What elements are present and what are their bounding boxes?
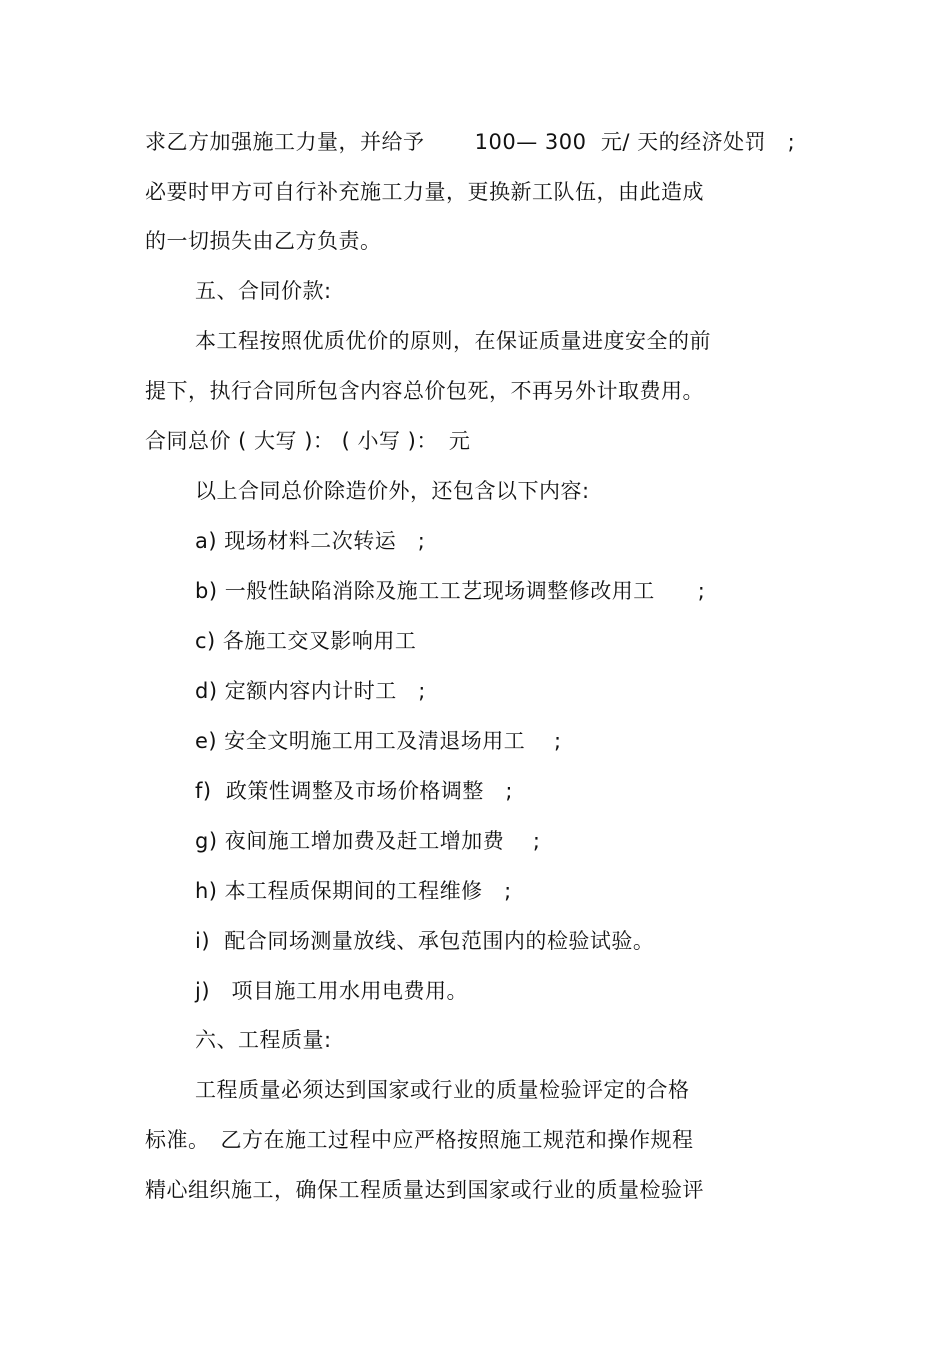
list-item: e) 安全文明施工用工及清退场用工 ; <box>195 729 562 753</box>
list-item: d) 定额内容内计时工 ; <box>195 679 426 703</box>
text-line: 求乙方加强施工力量，并给予 100— 300 元/ 天的经济处罚 ; <box>145 130 796 154</box>
text-line: 必要时甲方可自行补充施工力量，更换新工队伍，由此造成 <box>145 180 704 204</box>
list-item: a) 现场材料二次转运 ; <box>195 529 426 553</box>
section-heading: 六、工程质量: <box>195 1028 332 1052</box>
text-line: 本工程按照优质优价的原则，在保证质量进度安全的前 <box>195 329 711 353</box>
text-line: 以上合同总价除造价外，还包含以下内容: <box>195 479 590 503</box>
list-item: c) 各施工交叉影响用工 <box>195 629 417 653</box>
list-item: f) 政策性调整及市场价格调整 ; <box>195 779 514 803</box>
list-item: i) 配合同场测量放线、承包范围内的检验试验。 <box>195 929 655 953</box>
list-item: b) 一般性缺陷消除及施工工艺现场调整修改用工 ; <box>195 579 706 603</box>
list-item: h) 本工程质保期间的工程维修 ; <box>195 879 512 903</box>
list-item: g) 夜间施工增加费及赶工增加费 ; <box>195 829 541 853</box>
text-line: 工程质量必须达到国家或行业的质量检验评定的合格 <box>195 1078 690 1102</box>
section-heading: 五、合同价款: <box>195 279 332 303</box>
text-line: 合同总价 ( 大写 )： ( 小写 )： 元 <box>145 429 471 453</box>
text-line: 精心组织施工，确保工程质量达到国家或行业的质量检验评 <box>145 1178 704 1202</box>
text-line: 提下，执行合同所包含内容总价包死，不再另外计取费用。 <box>145 379 704 403</box>
list-item: j) 项目施工用水用电费用。 <box>195 979 469 1003</box>
text-line: 标准。 乙方在施工过程中应严格按照施工规范和操作规程 <box>145 1128 694 1152</box>
text-line: 的一切损失由乙方负责。 <box>145 229 382 253</box>
